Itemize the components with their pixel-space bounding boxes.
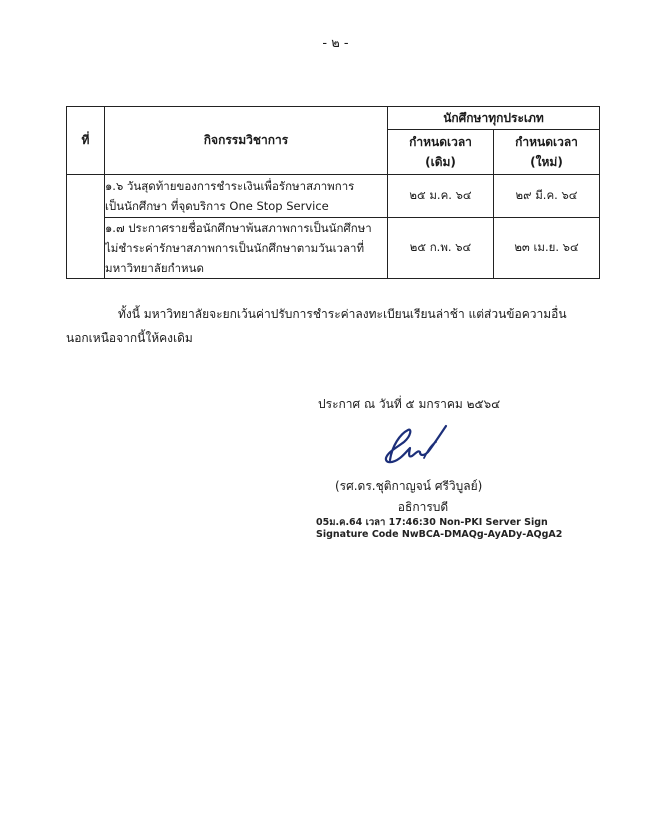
sign-timestamp: 05ม.ค.64 เวลา 17:46:30 Non-PKI Server Sign	[316, 517, 548, 528]
signer-position: อธิการบดี	[397, 500, 449, 514]
original-date-cell: ๒๕ ม.ค. ๖๔	[388, 175, 494, 218]
note-paragraph	[66, 302, 611, 350]
activity-line: ไม่ชำระค่ารักษาสภาพการเป็นนักศึกษาตามวันเวลาที่	[105, 241, 365, 255]
table-row	[67, 218, 600, 279]
table-row	[67, 175, 600, 218]
activity-line: ๑.๗ ประกาศรายชื่อนักศึกษาพ้นสภาพการเป็นนักศึกษา	[105, 221, 372, 235]
header-no: ที่	[67, 107, 105, 175]
activity-line: มหาวิทยาลัยกำหนด	[105, 261, 204, 275]
note-line-1: ทั้งนี้ มหาวิทยาลัยจะยกเว้นค่าปรับการชำระค่าลงทะเบียนเรียนล่าช้า แต่ส่วนข้อความอื่น	[118, 307, 567, 321]
schedule-table	[66, 106, 600, 279]
signature-image	[378, 420, 462, 470]
header-new-line2: (ใหม่)	[530, 155, 563, 169]
activity-cell	[105, 218, 388, 279]
new-date-cell: ๒๓ เม.ย. ๖๔	[494, 218, 600, 279]
header-activity: กิจกรรมวิชาการ	[105, 107, 388, 175]
signature-code: Signature Code NwBCA-DMAQg-AyADy-AQgA2	[316, 529, 563, 540]
note-line-2: นอกเหนือจากนี้ให้คงเดิม	[66, 331, 193, 345]
new-date-cell: ๒๙ มี.ค. ๖๔	[494, 175, 600, 218]
activity-line: เป็นนักศึกษา ที่จุดบริการ One Stop Service	[105, 199, 329, 213]
header-original-line1: กำหนดเวลา	[409, 135, 472, 149]
header-original-line2: (เดิม)	[425, 155, 456, 169]
announcement-date: ประกาศ ณ วันที่ ๕ มกราคม ๒๕๖๔	[318, 397, 501, 411]
signer-name: (รศ.ดร.ชุติกาญจน์ ศรีวิบูลย์)	[335, 479, 483, 493]
header-new-deadline	[494, 130, 600, 175]
header-student-group: นักศึกษาทุกประเภท	[388, 107, 600, 130]
page-number: - ๒ -	[322, 36, 349, 51]
original-date-cell: ๒๕ ก.พ. ๖๔	[388, 218, 494, 279]
row-number-cell	[67, 175, 105, 279]
header-original-deadline	[388, 130, 494, 175]
header-new-line1: กำหนดเวลา	[515, 135, 578, 149]
activity-line: ๑.๖ วันสุดท้ายของการชำระเงินเพื่อรักษาสภาพการ	[105, 179, 355, 193]
digital-sign-info	[316, 517, 562, 541]
activity-cell	[105, 175, 388, 218]
